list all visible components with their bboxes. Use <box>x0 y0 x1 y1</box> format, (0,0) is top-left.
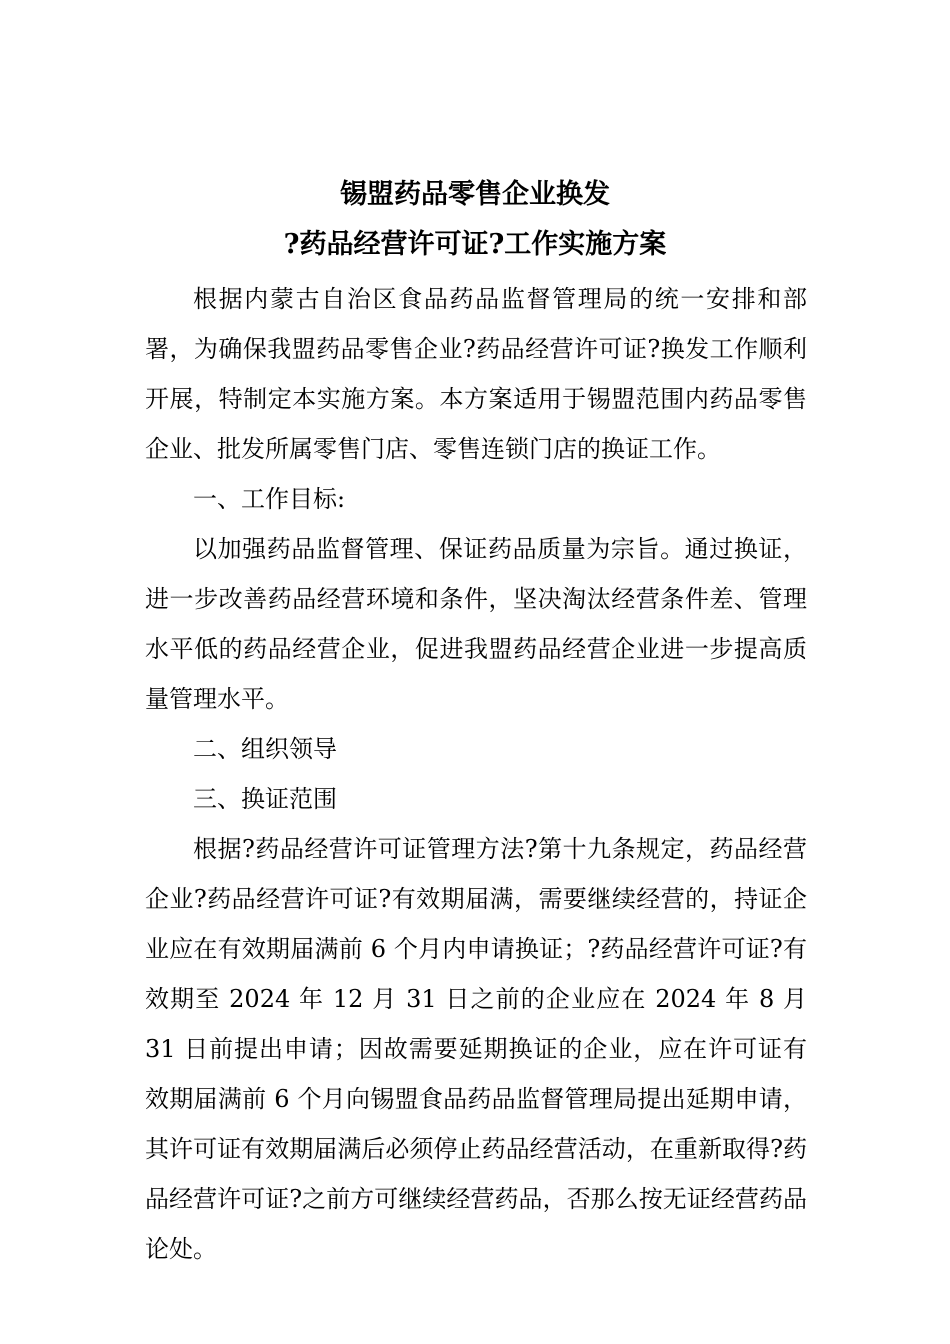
section-1-heading: 一、工作目标: <box>193 485 346 513</box>
document-body <box>145 274 807 1274</box>
intro-paragraph: 根据内蒙古自治区食品药品监督管理局的统一安排和部署，为确保我盟药品零售企业?药品经营许可证?换发工作顺利开展，特制定本实施方案。本方案适用于锡盟范围内药品零售企业、批发所属零售门店、零售连锁门店的换证工作。 <box>145 285 807 463</box>
section-3-heading: 三、换证范围 <box>193 785 337 813</box>
section-3-paragraph: 根据?药品经营许可证管理方法?第十九条规定，药品经营企业?药品经营许可证?有效期届满，需要继续经营的，持证企业应在有效期届满前 6 个月内申请换证；?药品经营许可证?有效期至 2024 年 12 月 31 日之前的企业应在 2024 年 8 月 31 日前提出申请；因故需要延期换证的企业，应在许可证有效期届满前 6 个月向锡盟食品药品监督管理局提出延期申请，其许可证有效期届满后必须停止药品经营活动，在重新取得?药品经营许可证?之前方可继续经营药品，否那么按无证经营药品论处。 <box>145 835 807 1263</box>
document-title-line-2: ?药品经营许可证?工作实施方案 <box>283 229 667 260</box>
section-1-paragraph: 以加强药品监督管理、保证药品质量为宗旨。通过换证，进一步改善药品经营环境和条件，坚决淘汰经营条件差、管理水平低的药品经营企业，促进我盟药品经营企业进一步提高质量管理水平。 <box>145 535 807 713</box>
section-2-heading: 二、组织领导 <box>193 735 337 763</box>
document-title-line-1: 锡盟药品零售企业换发 <box>340 179 610 210</box>
